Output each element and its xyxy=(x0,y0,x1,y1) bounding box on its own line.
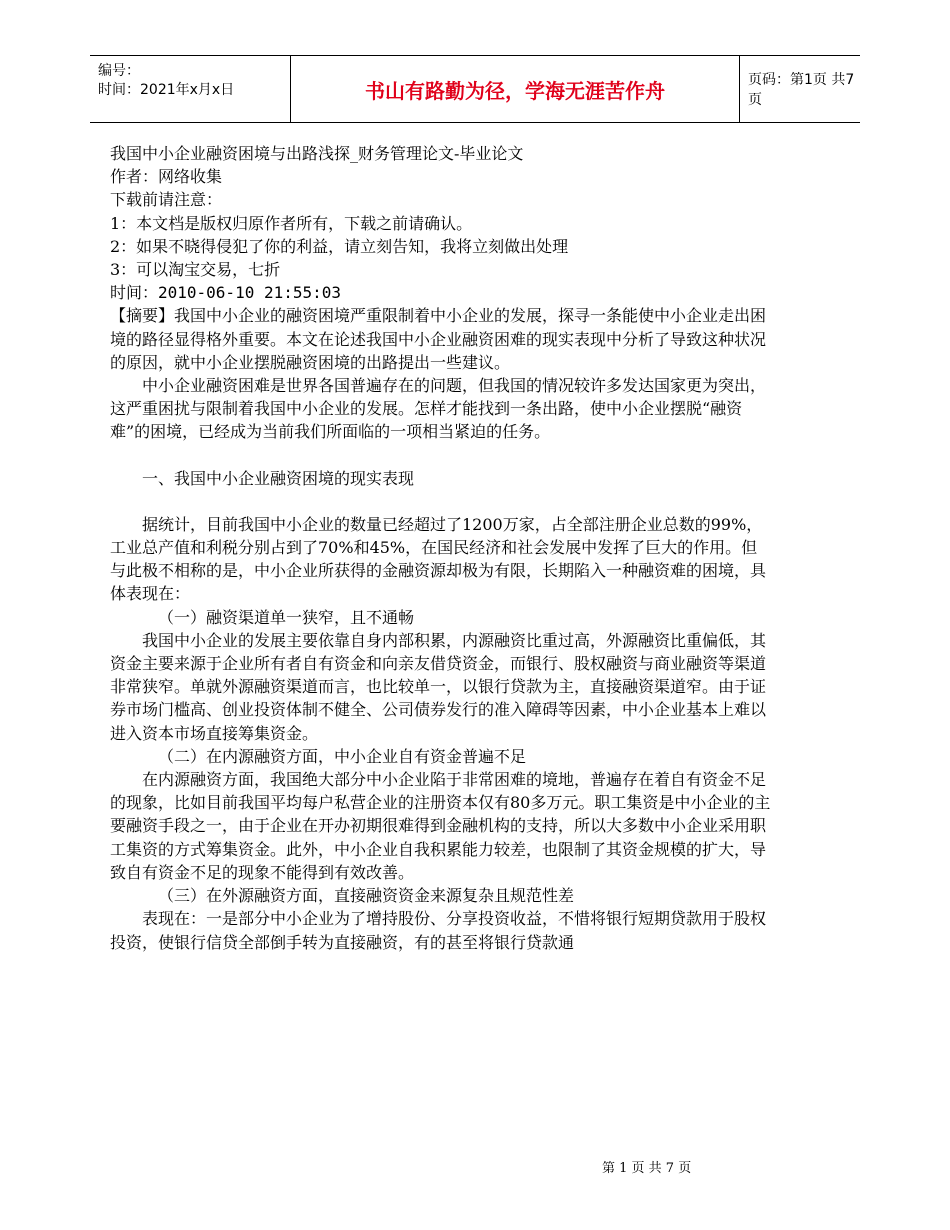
page-footer: 第 1 页 共 7 页 xyxy=(602,1161,692,1176)
spacer xyxy=(110,490,772,513)
notice-heading: 下载前请注意： xyxy=(110,190,223,210)
section1-paragraph: 据统计，目前我国中小企业的数量已经超过了1200万家，占全部注册企业总数的99%，工业总产值和利税分别占到了70%和45%，在国民经济和社会发展中发挥了巨大的作用。但与此极不相称的是，中小企业所获得的金融资源却极为有限，长期陷入一种融资难的困境，具体表现在： xyxy=(110,514,767,604)
time-label: 时间：2021年x月x日 xyxy=(98,82,235,98)
notice-item-3: 3：可以淘宝交易，七折 xyxy=(110,260,281,280)
number-label: 编号： xyxy=(98,63,140,79)
section1-title: 一、我国中小企业融资困境的现实表现 xyxy=(142,468,415,488)
subsection2-title: （二）在内源融资方面，中小企业自有资金普遍不足 xyxy=(158,746,527,766)
doc-author: 作者：网络收集 xyxy=(110,167,223,187)
doc-time: 时间：2010-06-10 21:55:03 xyxy=(110,283,342,303)
doc-title: 我国中小企业融资困境与出路浅探_财务管理论文-毕业论文 xyxy=(110,144,524,163)
header-page-info: 页码：第1页 共7页 xyxy=(748,72,855,108)
subsection2-paragraph: 在内源融资方面，我国绝大部分中小企业陷于非常困难的境地，普遍存在着自有资金不足的现象，比如目前我国平均每户私营企业的注册资本仅有80多万元。职工集资是中小企业的主要融资手段之一，由于企业在开办初期很难得到金融机构的支持，所以大多数中小企业采用职工集资的方式筹集资金。此外，中小企业自我积累能力较差，也限制了其资金规模的扩大，导致自有资金不足的现象不能得到有效改善。 xyxy=(110,770,771,882)
subsection1-paragraph: 我国中小企业的发展主要依靠自身内部积累，内源融资比重过高，外源融资比重偏低，其资金主要来源于企业所有者自有资金和向亲友借贷资金，而银行、股权融资与商业融资等渠道非常狭窄。单就外源融资渠道而言，也比较单一，以银行贷款为主，直接融资渠道窄。由于证券市场门槛高、创业投资体制不健全、公司债券发行的准入障碍等因素，中小企业基本上难以进入资本市场直接筹集资金。 xyxy=(110,630,767,743)
header-meta xyxy=(98,62,288,100)
subsection3-title: （三）在外源融资方面，直接融资资金来源复杂且规范性差 xyxy=(158,886,575,906)
spacer xyxy=(110,444,772,467)
notice-item-2: 2：如果不晓得侵犯了你的利益，请立刻告知，我将立刻做出处理 xyxy=(110,236,569,256)
intro-paragraph: 中小企业融资困难是世界各国普遍存在的问题，但我国的情况较许多发达国家更为突出，这严重困扰与限制着我国中小企业的发展。怎样才能找到一条出路，使中小企业摆脱“融资难”的困境，已经成为当前我们所面临的一项相当紧迫的任务。 xyxy=(110,376,767,442)
abstract: 【摘要】我国中小企业的融资困境严重限制着中小企业的发展，探寻一条能使中小企业走出困境的路径显得格外重要。本文在论述我国中小企业融资困难的现实表现中分析了导致这种状况的原因，就中小企业摆脱融资困境的出路提出一些建议。 xyxy=(110,306,767,372)
document-header xyxy=(90,55,860,123)
notice-item-1: 1：本文档是版权归原作者所有，下载之前请确认。 xyxy=(110,213,473,233)
subsection1-title: （一）融资渠道单一狭窄，且不通畅 xyxy=(158,607,415,627)
header-slogan: 书山有路勤为径，学海无涯苦作舟 xyxy=(290,56,740,122)
document-body xyxy=(110,142,772,954)
subsection3-paragraph: 表现在：一是部分中小企业为了增持股份、分享投资收益，不惜将银行短期贷款用于股权投资，使银行信贷全部倒手转为直接融资，有的甚至将银行贷款通 xyxy=(110,909,767,952)
